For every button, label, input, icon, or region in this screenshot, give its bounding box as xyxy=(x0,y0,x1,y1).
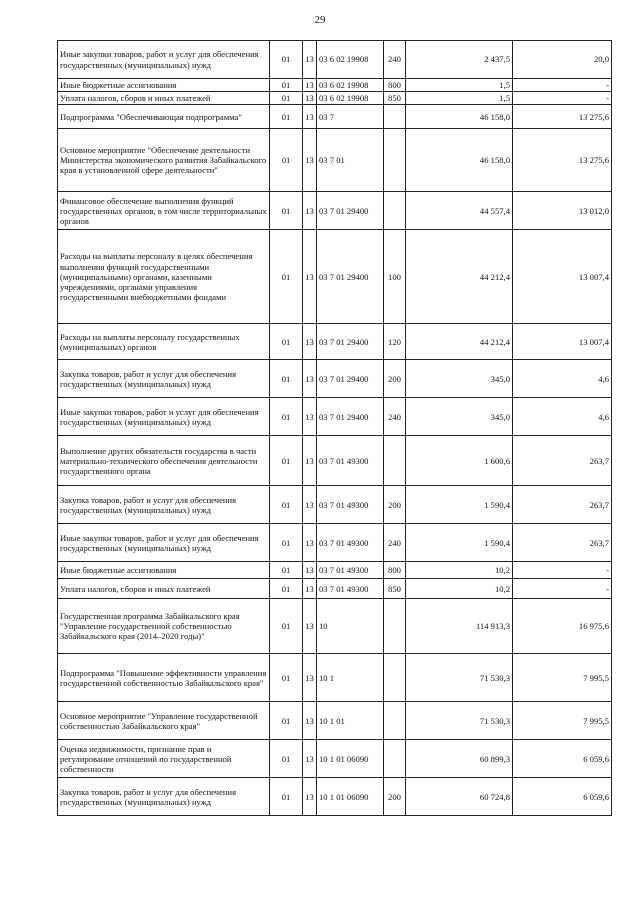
amount-executed-cell: 263,7 xyxy=(513,436,612,486)
expense-type-cell xyxy=(384,654,406,702)
row-name-cell: Закупка товаров, работ и услуг для обеспечения государственных (муниципальных) нужд xyxy=(58,778,270,816)
subsection-code-cell: 13 xyxy=(303,579,317,599)
target-article-cell: 10 xyxy=(317,599,384,654)
section-code-cell: 01 xyxy=(270,92,303,105)
expense-type-cell xyxy=(384,105,406,129)
row-name-cell: Расходы на выплаты персоналу в целях обеспечения выполнения функций государственными (муниципальными) органами, казенными учреждениями, органами управления государственными внебюджетными фондами xyxy=(58,230,270,324)
amount-executed-cell: 6 059,6 xyxy=(513,740,612,778)
amount-planned-cell: 1 590,4 xyxy=(406,524,513,562)
amount-executed-cell: 263,7 xyxy=(513,486,612,524)
page-number: 29 xyxy=(314,14,326,26)
amount-executed-cell: - xyxy=(513,79,612,92)
section-code-cell: 01 xyxy=(270,524,303,562)
row-name-cell: Основное мероприятие "Обеспечение деятельности Министерства экономического развития Забайкальского края в установленной сфере деятельности" xyxy=(58,129,270,192)
amount-executed-cell: 20,0 xyxy=(513,41,612,79)
target-article-cell: 03 7 xyxy=(317,105,384,129)
expense-type-cell: 120 xyxy=(384,324,406,360)
table-row xyxy=(58,702,612,740)
section-code-cell: 01 xyxy=(270,562,303,579)
expense-type-cell: 200 xyxy=(384,360,406,398)
section-code-cell: 01 xyxy=(270,105,303,129)
table-row xyxy=(58,654,612,702)
section-code-cell: 01 xyxy=(270,702,303,740)
amount-executed-cell: 263,7 xyxy=(513,524,612,562)
amount-planned-cell: 1,5 xyxy=(406,79,513,92)
expense-type-cell: 800 xyxy=(384,79,406,92)
table-row xyxy=(58,778,612,816)
subsection-code-cell: 13 xyxy=(303,105,317,129)
target-article-cell: 10 1 01 06090 xyxy=(317,778,384,816)
amount-executed-cell: 13 275,6 xyxy=(513,129,612,192)
section-code-cell: 01 xyxy=(270,654,303,702)
row-name-cell: Государственная программа Забайкальского края "Управление государственной собственностью Забайкальского края (2014–2020 годы)" xyxy=(58,599,270,654)
amount-planned-cell: 46 158,0 xyxy=(406,129,513,192)
table-row xyxy=(58,129,612,192)
amount-planned-cell: 1 600,6 xyxy=(406,436,513,486)
section-code-cell: 01 xyxy=(270,230,303,324)
expense-type-cell xyxy=(384,192,406,230)
section-code-cell: 01 xyxy=(270,436,303,486)
subsection-code-cell: 13 xyxy=(303,79,317,92)
row-name-cell: Иные закупки товаров, работ и услуг для обеспечения государственных (муниципальных) нужд xyxy=(58,398,270,436)
row-name-cell: Иные закупки товаров, работ и услуг для обеспечения государственных (муниципальных) нужд xyxy=(58,524,270,562)
table-row xyxy=(58,599,612,654)
row-name-cell: Подпрограмма "Повышение эффективности управления государственной собственностью Забайкальского края" xyxy=(58,654,270,702)
amount-executed-cell: 7 995,5 xyxy=(513,654,612,702)
target-article-cell: 03 6 02 19908 xyxy=(317,79,384,92)
amount-planned-cell: 44 557,4 xyxy=(406,192,513,230)
target-article-cell: 03 7 01 29400 xyxy=(317,398,384,436)
section-code-cell: 01 xyxy=(270,579,303,599)
row-name-cell: Финансовое обеспечение выполнения функций государственных органов, в том числе территориальных органов xyxy=(58,192,270,230)
amount-planned-cell: 44 212,4 xyxy=(406,230,513,324)
row-name-cell: Иные закупки товаров, работ и услуг для обеспечения государственных (муниципальных) нужд xyxy=(58,41,270,79)
amount-executed-cell: - xyxy=(513,579,612,599)
target-article-cell: 03 7 01 29400 xyxy=(317,324,384,360)
subsection-code-cell: 13 xyxy=(303,41,317,79)
amount-executed-cell: 13 012,0 xyxy=(513,192,612,230)
section-code-cell: 01 xyxy=(270,740,303,778)
row-name-cell: Иные бюджетные ассигнования xyxy=(58,562,270,579)
amount-executed-cell: - xyxy=(513,562,612,579)
expense-type-cell: 800 xyxy=(384,562,406,579)
row-name-cell: Иные бюджетные ассигнования xyxy=(58,79,270,92)
expense-type-cell xyxy=(384,740,406,778)
row-name-cell: Выполнение других обязательств государства в части материально-технического обеспечения деятельности государственного органа xyxy=(58,436,270,486)
subsection-code-cell: 13 xyxy=(303,702,317,740)
target-article-cell: 03 7 01 29400 xyxy=(317,230,384,324)
table-row xyxy=(58,230,612,324)
subsection-code-cell: 13 xyxy=(303,562,317,579)
amount-executed-cell: 13 275,6 xyxy=(513,105,612,129)
expense-type-cell xyxy=(384,599,406,654)
target-article-cell: 03 7 01 49300 xyxy=(317,579,384,599)
subsection-code-cell: 13 xyxy=(303,192,317,230)
budget-table xyxy=(57,40,612,816)
subsection-code-cell: 13 xyxy=(303,524,317,562)
amount-planned-cell: 1,5 xyxy=(406,92,513,105)
row-name-cell: Уплата налогов, сборов и иных платежей xyxy=(58,92,270,105)
amount-executed-cell: 4,6 xyxy=(513,398,612,436)
amount-planned-cell: 60 724,8 xyxy=(406,778,513,816)
amount-planned-cell: 44 212,4 xyxy=(406,324,513,360)
section-code-cell: 01 xyxy=(270,41,303,79)
table-body xyxy=(58,41,612,816)
amount-planned-cell: 345,0 xyxy=(406,398,513,436)
expense-type-cell: 240 xyxy=(384,41,406,79)
target-article-cell: 03 7 01 29400 xyxy=(317,192,384,230)
amount-planned-cell: 71 530,3 xyxy=(406,654,513,702)
table-row xyxy=(58,92,612,105)
table-row xyxy=(58,579,612,599)
amount-executed-cell: 7 995,5 xyxy=(513,702,612,740)
section-code-cell: 01 xyxy=(270,79,303,92)
table-row xyxy=(58,486,612,524)
row-name-cell: Закупка товаров, работ и услуг для обеспечения государственных (муниципальных) нужд xyxy=(58,486,270,524)
target-article-cell: 10 1 01 06090 xyxy=(317,740,384,778)
target-article-cell: 03 7 01 49300 xyxy=(317,524,384,562)
subsection-code-cell: 13 xyxy=(303,324,317,360)
subsection-code-cell: 13 xyxy=(303,654,317,702)
expense-type-cell: 200 xyxy=(384,778,406,816)
row-name-cell: Подпрограмма "Обеспечивающая подпрограмма" xyxy=(58,105,270,129)
expense-type-cell: 240 xyxy=(384,524,406,562)
amount-executed-cell: 13 007,4 xyxy=(513,230,612,324)
section-code-cell: 01 xyxy=(270,192,303,230)
row-name-cell: Уплата налогов, сборов и иных платежей xyxy=(58,579,270,599)
amount-executed-cell: 6 059,6 xyxy=(513,778,612,816)
table-row xyxy=(58,562,612,579)
amount-planned-cell: 10,2 xyxy=(406,579,513,599)
target-article-cell: 03 6 02 19908 xyxy=(317,92,384,105)
subsection-code-cell: 13 xyxy=(303,599,317,654)
table-row xyxy=(58,436,612,486)
target-article-cell: 10 1 xyxy=(317,654,384,702)
expense-type-cell: 240 xyxy=(384,398,406,436)
subsection-code-cell: 13 xyxy=(303,360,317,398)
amount-planned-cell: 345,0 xyxy=(406,360,513,398)
table-row xyxy=(58,192,612,230)
table-row xyxy=(58,79,612,92)
amount-planned-cell: 10,2 xyxy=(406,562,513,579)
table-row xyxy=(58,524,612,562)
expense-type-cell: 200 xyxy=(384,486,406,524)
section-code-cell: 01 xyxy=(270,324,303,360)
subsection-code-cell: 13 xyxy=(303,740,317,778)
amount-planned-cell: 2 437,5 xyxy=(406,41,513,79)
amount-planned-cell: 71 530,3 xyxy=(406,702,513,740)
subsection-code-cell: 13 xyxy=(303,436,317,486)
target-article-cell: 03 7 01 xyxy=(317,129,384,192)
expense-type-cell: 100 xyxy=(384,230,406,324)
subsection-code-cell: 13 xyxy=(303,230,317,324)
expense-type-cell xyxy=(384,436,406,486)
amount-planned-cell: 46 158,0 xyxy=(406,105,513,129)
table-row xyxy=(58,360,612,398)
amount-executed-cell: 16 975,6 xyxy=(513,599,612,654)
target-article-cell: 03 6 02 19908 xyxy=(317,41,384,79)
target-article-cell: 03 7 01 49300 xyxy=(317,436,384,486)
target-article-cell: 03 7 01 49300 xyxy=(317,562,384,579)
amount-executed-cell: 13 007,4 xyxy=(513,324,612,360)
subsection-code-cell: 13 xyxy=(303,778,317,816)
section-code-cell: 01 xyxy=(270,778,303,816)
amount-planned-cell: 60 899,3 xyxy=(406,740,513,778)
amount-planned-cell: 1 590,4 xyxy=(406,486,513,524)
subsection-code-cell: 13 xyxy=(303,92,317,105)
table-row xyxy=(58,41,612,79)
section-code-cell: 01 xyxy=(270,129,303,192)
subsection-code-cell: 13 xyxy=(303,486,317,524)
row-name-cell: Расходы на выплаты персоналу государственных (муниципальных) органов xyxy=(58,324,270,360)
table-row xyxy=(58,105,612,129)
section-code-cell: 01 xyxy=(270,486,303,524)
row-name-cell: Закупка товаров, работ и услуг для обеспечения государственных (муниципальных) нужд xyxy=(58,360,270,398)
subsection-code-cell: 13 xyxy=(303,398,317,436)
table-row xyxy=(58,398,612,436)
amount-executed-cell: 4,6 xyxy=(513,360,612,398)
subsection-code-cell: 13 xyxy=(303,129,317,192)
section-code-cell: 01 xyxy=(270,398,303,436)
target-article-cell: 03 7 01 29400 xyxy=(317,360,384,398)
expense-type-cell xyxy=(384,702,406,740)
table-row xyxy=(58,740,612,778)
row-name-cell: Оценка недвижимости, признание прав и регулирование отношений по государственной собственности xyxy=(58,740,270,778)
expense-type-cell: 850 xyxy=(384,579,406,599)
target-article-cell: 03 7 01 49300 xyxy=(317,486,384,524)
amount-executed-cell: - xyxy=(513,92,612,105)
section-code-cell: 01 xyxy=(270,360,303,398)
amount-planned-cell: 114 913,3 xyxy=(406,599,513,654)
expense-type-cell: 850 xyxy=(384,92,406,105)
table-row xyxy=(58,324,612,360)
expense-type-cell xyxy=(384,129,406,192)
row-name-cell: Основное мероприятие "Управление государственной собственностью Забайкальского края" xyxy=(58,702,270,740)
section-code-cell: 01 xyxy=(270,599,303,654)
target-article-cell: 10 1 01 xyxy=(317,702,384,740)
